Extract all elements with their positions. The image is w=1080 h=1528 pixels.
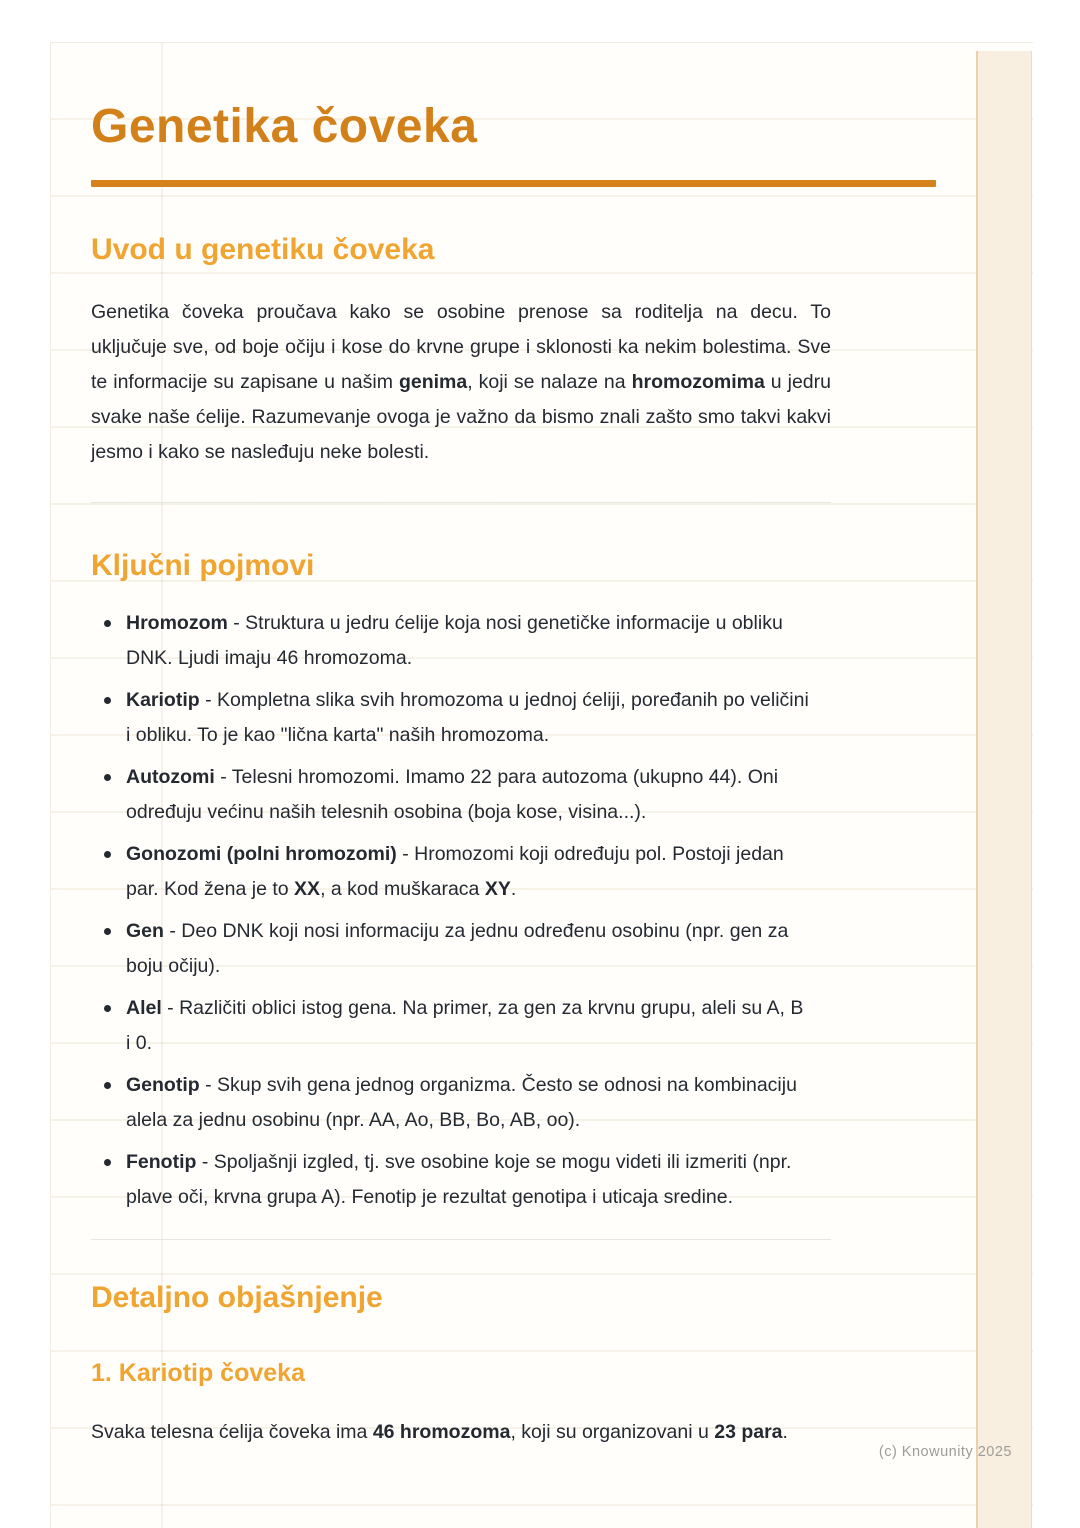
term-description: - Struktura u jedru ćelije koja nosi genetičke informacije u obliku DNK. Ljudi imaju 46 hromozoma.	[126, 612, 783, 669]
section-heading-intro: Uvod u genetiku čoveka	[91, 233, 435, 266]
term-name: Autozomi	[126, 766, 215, 788]
bullet-dot-icon	[104, 1005, 111, 1012]
term-name: Gonozomi (polni hromozomi)	[126, 843, 397, 865]
term-item-genotip	[91, 1068, 811, 1138]
term-description: .	[510, 878, 517, 900]
term-bold-xy: XY	[484, 878, 511, 900]
term-name: Genotip	[126, 1074, 200, 1096]
intro-text: , koji se nalaze na	[467, 371, 632, 393]
details-text: Svaka telesna ćelija čoveka ima	[91, 1421, 373, 1443]
term-description: , a kod muškaraca	[320, 878, 485, 900]
details-text: , koji su organizovani u	[510, 1421, 715, 1443]
term-name: Gen	[126, 920, 164, 942]
details-text: .	[782, 1421, 788, 1443]
section-divider	[91, 502, 831, 503]
details-bold-46-hromozoma: 46 hromozoma	[372, 1421, 511, 1443]
title-underline-rule	[91, 180, 936, 187]
term-description: - Kompletna slika svih hromozoma u jednoj ćeliji, poređanih po veličini i obliku. To je kao "lična karta" naših hromozoma.	[126, 689, 809, 746]
term-name: Kariotip	[126, 689, 200, 711]
document-content	[51, 99, 831, 1450]
term-item-autozomi	[91, 760, 811, 830]
term-description: - Deo DNK koji nosi informaciju za jednu određenu osobinu (npr. gen za boju očiju).	[126, 920, 789, 977]
section-heading-key-terms: Ključni pojmovi	[91, 549, 315, 582]
term-item-kariotip	[91, 683, 811, 753]
subsection-heading-kariotip: 1. Kariotip čoveka	[91, 1359, 305, 1387]
bullet-dot-icon	[104, 774, 111, 781]
term-description: - Različiti oblici istog gena. Na primer, za gen za krvnu grupu, aleli su A, B i 0.	[126, 997, 804, 1054]
intro-bold-hromozomima: hromozomima	[631, 371, 765, 393]
copyright-watermark: (c) Knowunity 2025	[878, 1444, 1012, 1460]
term-description: - Skup svih gena jednog organizma. Često se odnosi na kombinaciju alela za jednu osobinu (npr. AA, Ao, BB, Bo, AB, oo).	[126, 1074, 797, 1131]
term-item-alel	[91, 991, 811, 1061]
details-paragraph	[91, 1415, 831, 1450]
term-item-gen	[91, 914, 811, 984]
term-description: - Hromozomi koji određuju pol. Postoji jedan par. Kod žena je to	[126, 843, 784, 900]
key-terms-list	[91, 606, 811, 1215]
details-bold-23-para: 23 para	[714, 1421, 783, 1443]
page-title: Genetika čoveka	[91, 100, 478, 153]
term-item-hromozom	[91, 606, 811, 676]
term-name: Fenotip	[126, 1151, 197, 1173]
term-item-gonozomi	[91, 837, 811, 907]
intro-text: u jedru svake naše ćelije. Razumevanje ovoga je važno da bismo znali zašto smo takvi kakvi jesmo i kako se nasleđuju neke bolesti.	[91, 371, 831, 463]
term-item-fenotip	[91, 1145, 811, 1215]
bullet-dot-icon	[104, 697, 111, 704]
intro-bold-genima: genima	[398, 371, 468, 393]
bullet-dot-icon	[104, 928, 111, 935]
bullet-dot-icon	[104, 851, 111, 858]
intro-text: Genetika čoveka proučava kako se osobine prenose sa roditelja na decu. To uključuje sve, od boje očiju i kose do krvne grupe i sklonosti ka nekim bolestima. Sve te informacije su zapisane u našim	[91, 301, 831, 393]
section-heading-details: Detaljno objašnjenje	[91, 1281, 383, 1314]
bullet-dot-icon	[104, 1159, 111, 1166]
term-description: - Spoljašnji izgled, tj. sve osobine koje se mogu videti ili izmeriti (npr. plave oči, krvna grupa A). Fenotip je rezultat genotipa i uticaja sredine.	[126, 1151, 792, 1208]
term-description: - Telesni hromozomi. Imamo 22 para autozoma (ukupno 44). Oni određuju većinu naših telesnih osobina (boja kose, visina...).	[126, 766, 779, 823]
term-bold-xx: XX	[294, 878, 321, 900]
term-name: Hromozom	[126, 612, 228, 634]
bullet-dot-icon	[104, 620, 111, 627]
paper-sheet	[50, 42, 1033, 1528]
bullet-dot-icon	[104, 1082, 111, 1089]
section-divider	[91, 1239, 831, 1240]
right-accent-stripe	[976, 51, 1032, 1528]
term-name: Alel	[126, 997, 162, 1019]
intro-paragraph	[91, 295, 831, 470]
